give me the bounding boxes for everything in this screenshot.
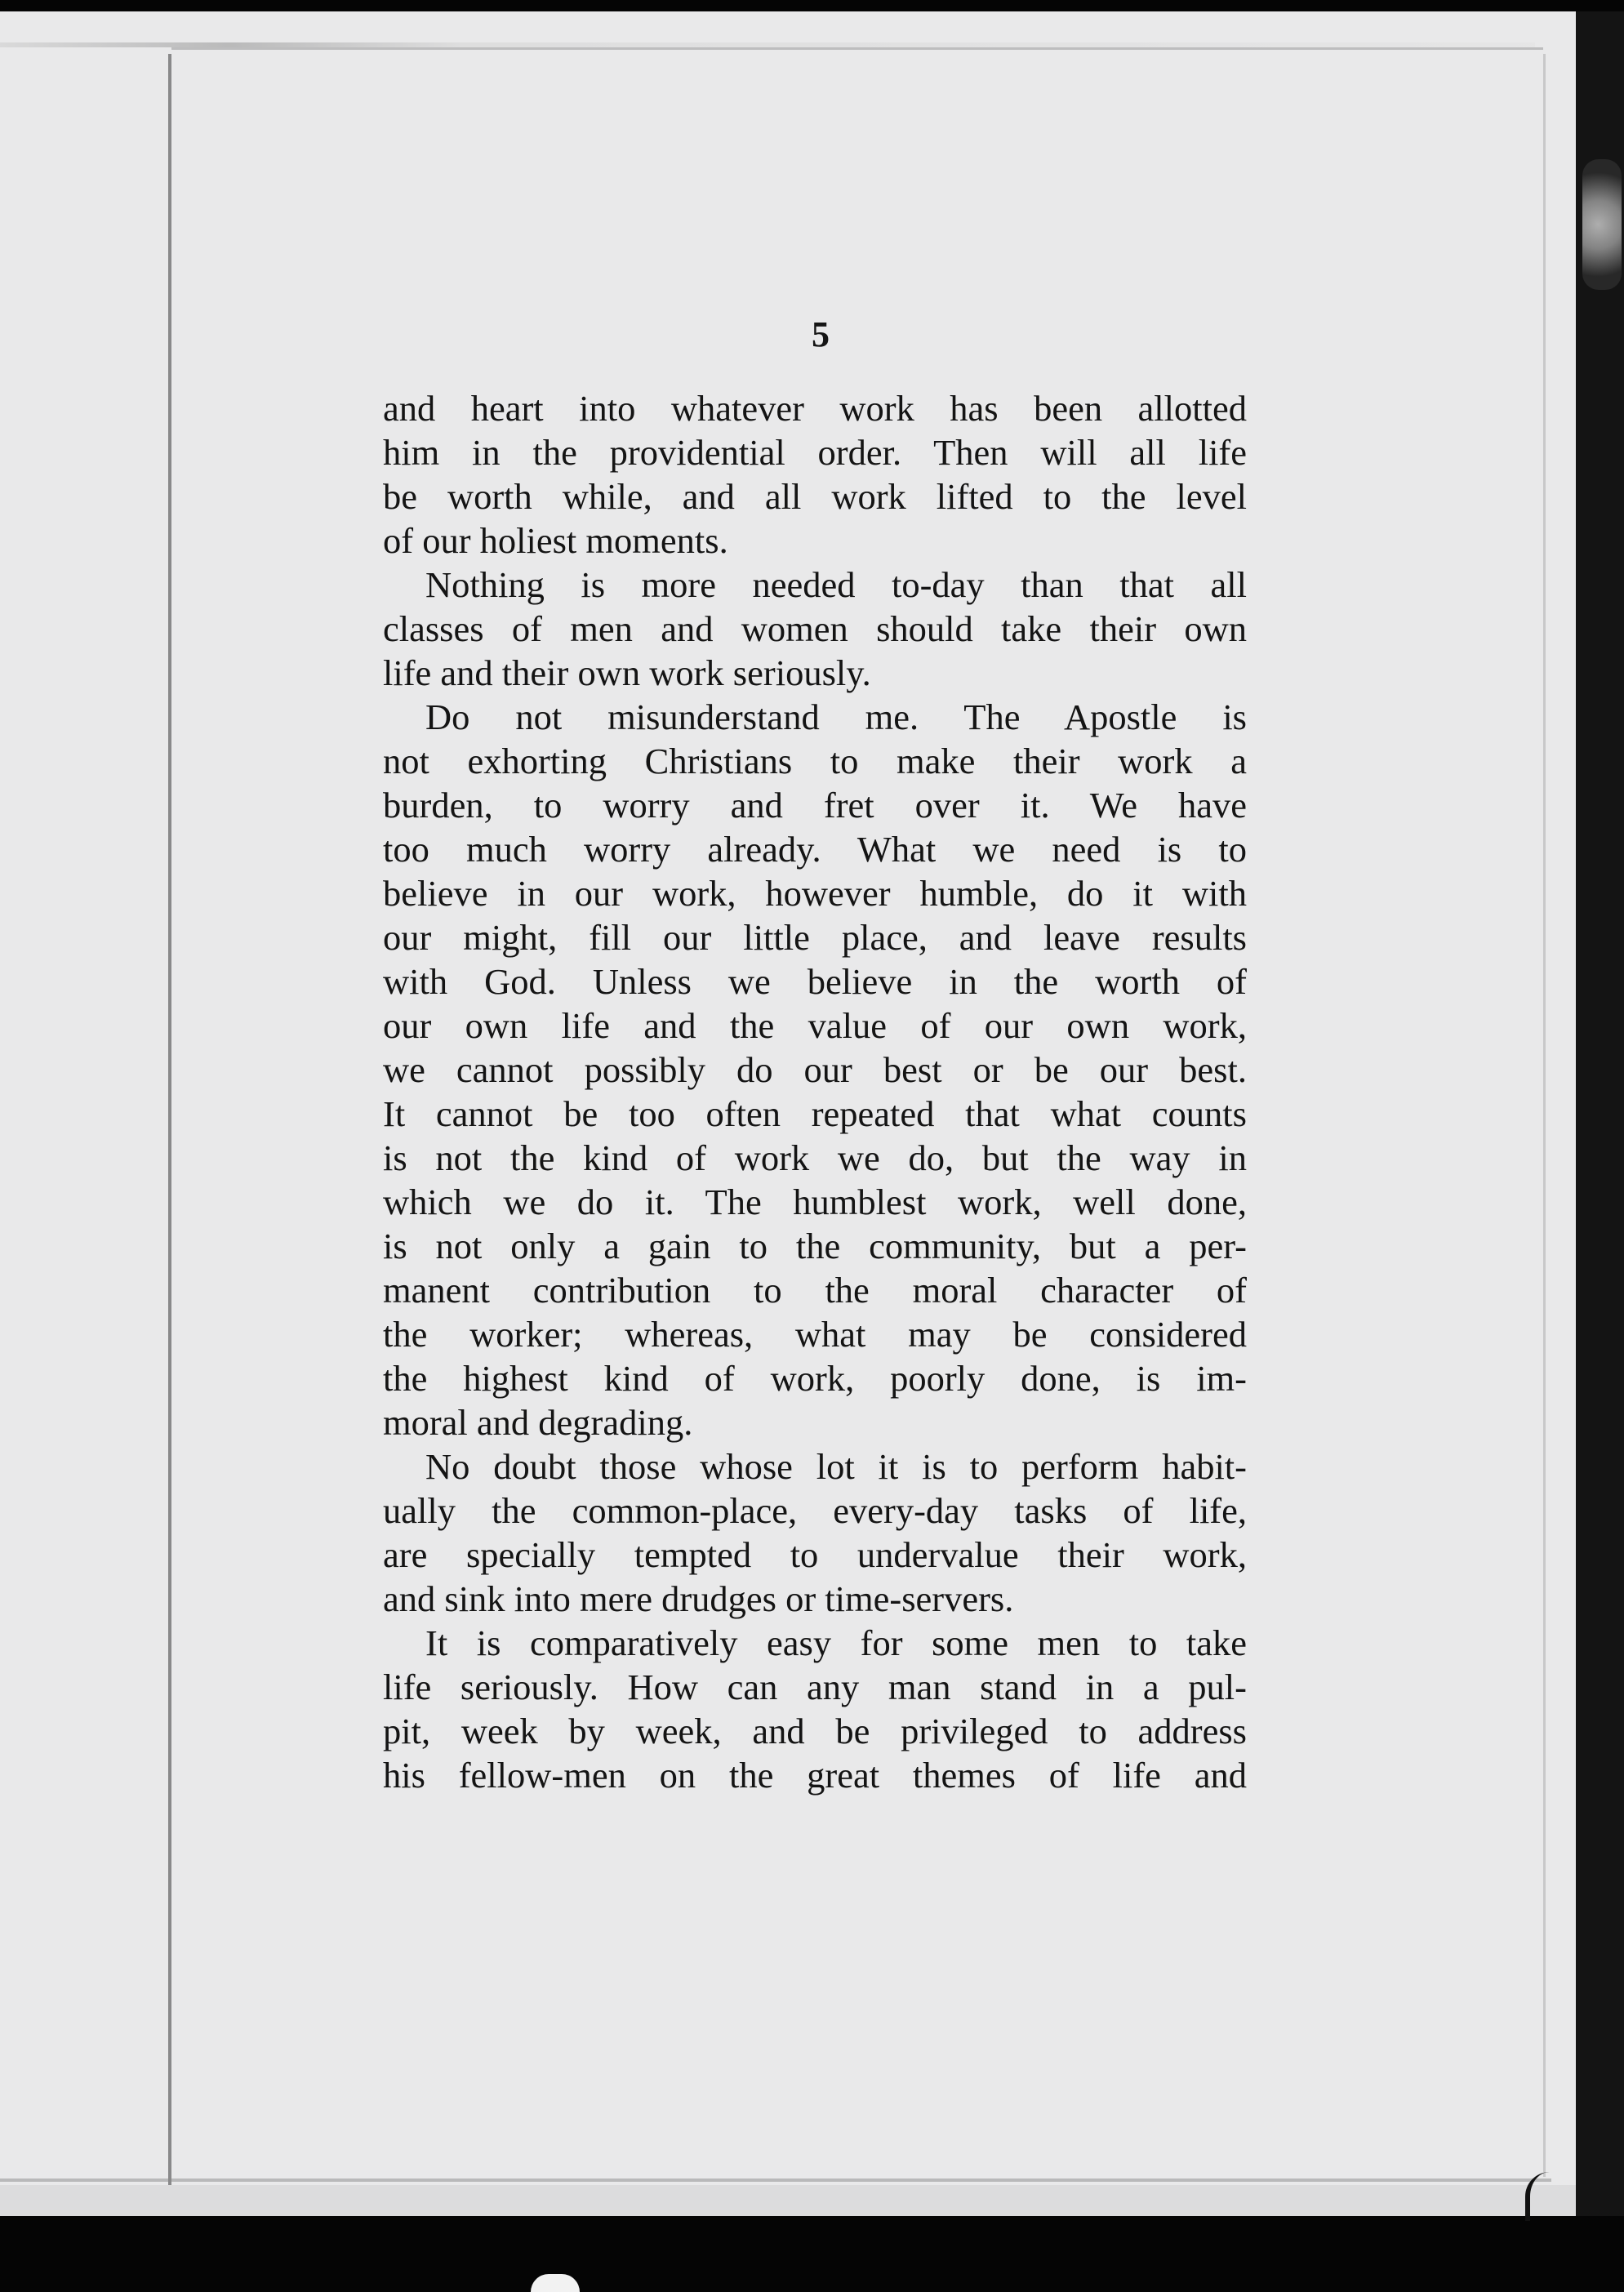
text-line: ually the common-place, every-day tasks of life, [383, 1490, 1247, 1531]
text-line: with God. Unless we believe in the worth of [383, 961, 1247, 1002]
text-line: and sink into mere drudges or time-servers. [383, 1578, 1014, 1619]
text-line: manent contribution to the moral character of [383, 1270, 1247, 1311]
text-line: life seriously. How can any man stand in a pul- [383, 1667, 1247, 1707]
text-line: No doubt those whose lot it is to perform habit- [425, 1446, 1247, 1487]
text-line: Nothing is more needed to-day than that all [425, 564, 1247, 605]
bottom-smudge [531, 2274, 580, 2292]
text-line: moral and degrading. [383, 1402, 693, 1443]
frayed-edge-mark [1582, 159, 1622, 290]
text-line: It is comparatively easy for some men to take [425, 1622, 1247, 1663]
body-text [383, 386, 1247, 1797]
text-line: which we do it. The humblest work, well done, [383, 1182, 1247, 1222]
frame-line-left [168, 54, 171, 2201]
text-line: life and their own work seriously. [383, 652, 871, 693]
frame-line-top [171, 47, 1543, 50]
text-line: be worth while, and all work lifted to the level [383, 476, 1247, 517]
text-line: our might, fill our little place, and leave results [383, 917, 1247, 958]
bottom-edge-band [0, 2185, 1602, 2216]
text-line: his fellow-men on the great themes of life and [383, 1755, 1247, 1796]
text-line: him in the providential order. Then will all life [383, 432, 1247, 473]
page-number: 5 [812, 314, 830, 354]
text-line: and heart into whatever work has been allotted [383, 388, 1247, 429]
frame-line-right [1543, 54, 1546, 2177]
text-line: are specially tempted to undervalue their work, [383, 1534, 1247, 1575]
text-line: too much worry already. What we need is to [383, 829, 1247, 870]
text-line: is not the kind of work we do, but the way in [383, 1137, 1247, 1178]
right-dark-margin [1576, 11, 1624, 2216]
text-line: of our holiest moments. [383, 520, 728, 561]
text-line: believe in our work, however humble, do it with [383, 873, 1247, 914]
text-line: the highest kind of work, poorly done, is im- [383, 1358, 1247, 1399]
text-line: It cannot be too often repeated that what counts [383, 1093, 1247, 1134]
text-line: is not only a gain to the community, but a per- [383, 1226, 1247, 1266]
text-line: the worker; whereas, what may be considered [383, 1314, 1247, 1355]
frame-line-bottom [0, 2179, 1551, 2182]
text-line: Do not misunderstand me. The Apostle is [425, 697, 1247, 737]
text-line: not exhorting Christians to make their work a [383, 741, 1247, 781]
text-line: classes of men and women should take their own [383, 608, 1247, 649]
text-line: pit, week by week, and be privileged to address [383, 1711, 1247, 1751]
text-line: we cannot possibly do our best or be our best. [383, 1049, 1247, 1090]
text-line: burden, to worry and fret over it. We have [383, 785, 1247, 826]
text-line: our own life and the value of our own work, [383, 1005, 1247, 1046]
